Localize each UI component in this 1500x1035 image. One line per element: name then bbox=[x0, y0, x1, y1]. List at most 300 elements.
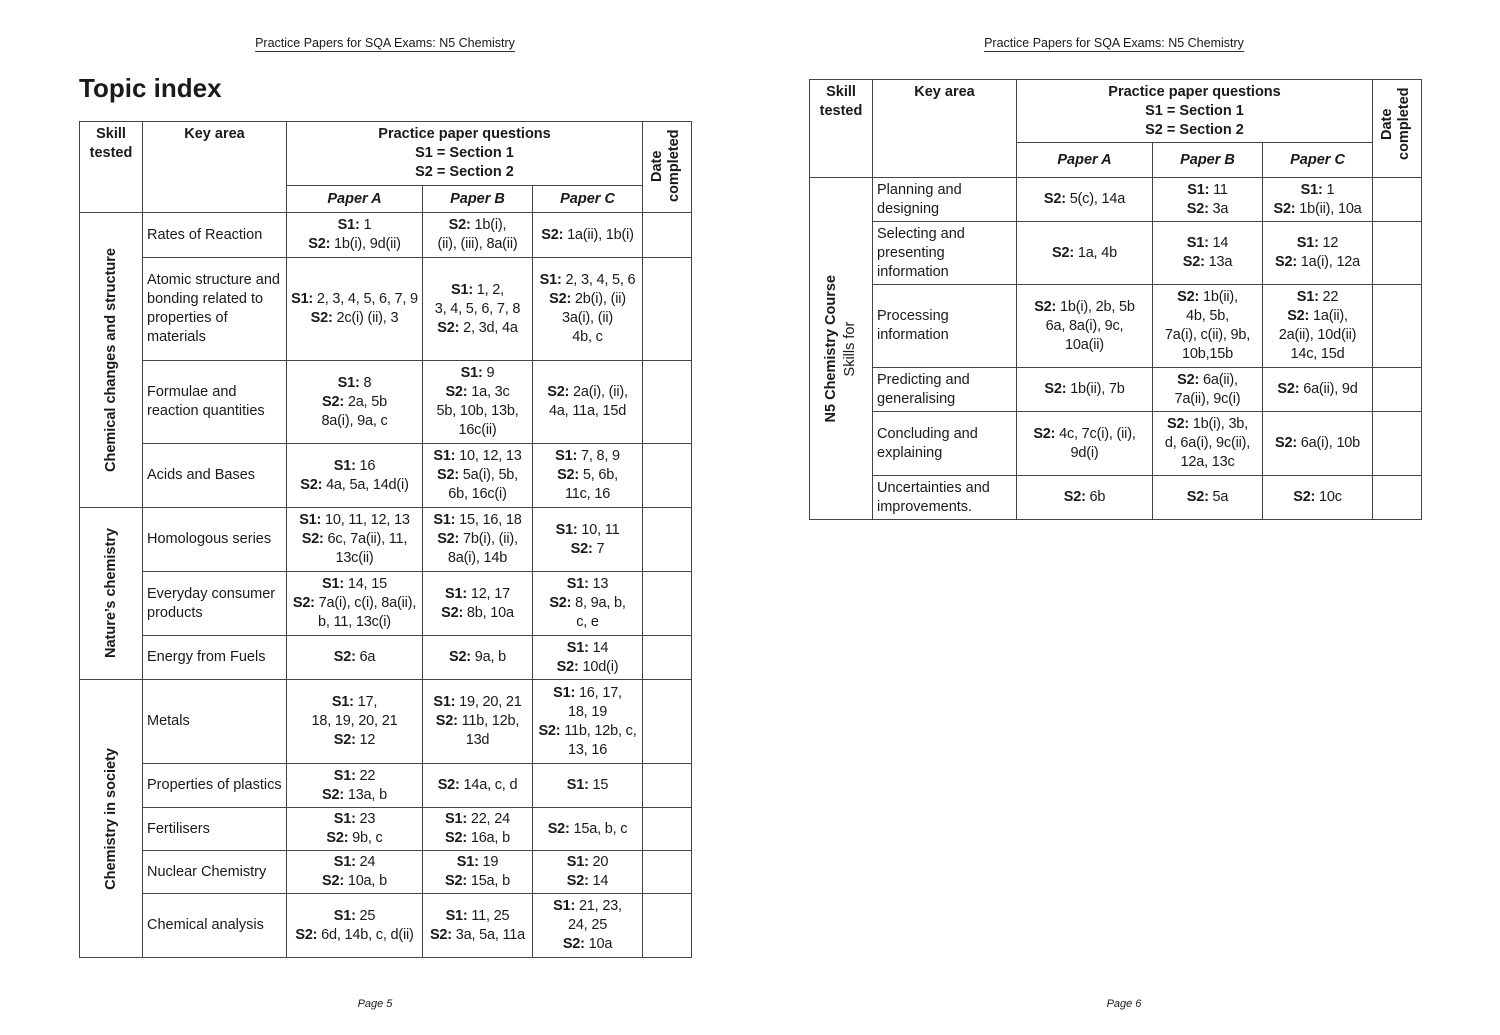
paper-b-questions bbox=[423, 851, 533, 894]
question-line: S2: 8b, 10a bbox=[441, 604, 514, 621]
paper-b-questions bbox=[423, 444, 533, 508]
question-line: S1: 22 bbox=[1296, 289, 1339, 305]
section-label: S1: bbox=[566, 777, 589, 793]
date-completed-cell[interactable] bbox=[643, 572, 692, 636]
skill-group-label bbox=[102, 528, 121, 658]
section-label: S2: bbox=[1063, 489, 1086, 505]
section-label: S2: bbox=[308, 236, 331, 252]
section-label: S1: bbox=[433, 448, 456, 464]
section-label: S2: bbox=[301, 531, 324, 547]
key-area-cell: Chemical analysis bbox=[143, 894, 287, 958]
skill-group-label bbox=[102, 748, 121, 890]
table-row bbox=[80, 361, 692, 444]
question-line: S1: 1 bbox=[337, 217, 372, 233]
question-line: S1: 13 bbox=[566, 576, 609, 592]
question-line: S1: 1, 2, bbox=[450, 281, 504, 298]
question-line: S2: 1b(i), 3b, bbox=[1166, 416, 1249, 432]
date-completed-cell[interactable] bbox=[1373, 285, 1422, 368]
question-line: S1: 12 bbox=[1296, 235, 1339, 251]
section-label: S2: bbox=[1274, 254, 1297, 270]
date-completed-cell[interactable] bbox=[643, 258, 692, 361]
question-line: 8a(i), 14b bbox=[447, 550, 508, 566]
section-label: S1: bbox=[445, 585, 467, 602]
section-label: S2: bbox=[557, 467, 580, 483]
paper-a-questions bbox=[287, 636, 423, 680]
paper-b-questions bbox=[423, 508, 533, 572]
key-area-cell: Planning and designing bbox=[873, 178, 1017, 222]
question-line: S1: 12, 17 bbox=[445, 585, 510, 602]
question-line: S2: 6a(ii), 9d bbox=[1277, 381, 1358, 397]
question-line: 5b, 10b, 13b, bbox=[436, 403, 519, 419]
section-label: S2: bbox=[310, 310, 333, 326]
table-row bbox=[80, 894, 692, 958]
section-label: S1: bbox=[445, 907, 468, 924]
key-area-cell: Energy from Fuels bbox=[143, 636, 287, 680]
date-completed-cell[interactable] bbox=[643, 851, 692, 894]
section-label: S2: bbox=[549, 291, 572, 307]
question-line: 11c, 16 bbox=[564, 486, 611, 502]
question-line: S2: 1a(ii), bbox=[1287, 308, 1348, 324]
question-line: S1: 15, 16, 18 bbox=[433, 512, 522, 528]
running-header: Practice Papers for SQA Exams: N5 Chemistry bbox=[255, 36, 515, 50]
question-line: S2: 10a bbox=[562, 936, 613, 952]
paper-b-questions bbox=[423, 361, 533, 444]
skill-group-title: N5 Chemistry Course bbox=[823, 274, 839, 423]
question-line: 4b, 5b, bbox=[1186, 308, 1229, 324]
question-line: 10b,15b bbox=[1181, 346, 1233, 362]
date-completed-cell[interactable] bbox=[643, 636, 692, 680]
question-line: S2: 5(c), 14a bbox=[1043, 191, 1126, 207]
date-completed-cell[interactable] bbox=[1373, 412, 1422, 476]
question-line: S2: 6b bbox=[1063, 489, 1106, 505]
question-line: 3, 4, 5, 6, 7, 8 bbox=[434, 300, 521, 317]
paper-a-header: Paper A bbox=[287, 186, 423, 213]
key-area-cell: Homologous series bbox=[143, 508, 287, 572]
table-row bbox=[810, 222, 1422, 285]
question-line: 4b, c bbox=[572, 329, 603, 345]
question-line: 24, 25 bbox=[567, 917, 608, 933]
paper-b-questions bbox=[423, 894, 533, 958]
question-line: c, e bbox=[576, 614, 599, 630]
key-area-cell: Selecting and presenting information bbox=[873, 222, 1017, 285]
section-label: S2: bbox=[549, 595, 572, 611]
section-label: S2: bbox=[333, 649, 356, 665]
paper-a-questions bbox=[287, 808, 423, 851]
key-area-cell: Acids and Bases bbox=[143, 444, 287, 508]
section-label: S2: bbox=[326, 830, 349, 846]
date-completed-cell[interactable] bbox=[643, 680, 692, 764]
section-label: S2: bbox=[436, 467, 459, 483]
paper-c-questions bbox=[533, 213, 643, 258]
question-line: b, 11, 13c(i) bbox=[318, 614, 391, 630]
date-completed-cell[interactable] bbox=[643, 894, 692, 958]
paper-c-questions bbox=[533, 508, 643, 572]
question-line: 10a(ii) bbox=[1065, 336, 1104, 353]
section-label: S2: bbox=[322, 786, 344, 803]
paper-a-questions bbox=[287, 572, 423, 636]
section-label: S2: bbox=[1273, 200, 1296, 217]
question-line: S1: 22 bbox=[333, 767, 376, 784]
paper-c-questions bbox=[533, 444, 643, 508]
table-row bbox=[80, 636, 692, 680]
paper-b-questions bbox=[423, 258, 533, 361]
skill-tested-header: Skill tested bbox=[80, 122, 143, 213]
paper-c-questions bbox=[1263, 178, 1373, 222]
paper-b-questions bbox=[1153, 222, 1263, 285]
section-label: S2: bbox=[437, 531, 460, 547]
section-label: S2: bbox=[1044, 381, 1067, 397]
header-row bbox=[80, 122, 692, 186]
key-area-cell: Formulae and reaction quantities bbox=[143, 361, 287, 444]
question-line: S2: 2b(i), (ii) bbox=[549, 291, 626, 307]
question-line: S1: 25 bbox=[333, 907, 376, 924]
date-completed-header bbox=[1373, 80, 1422, 178]
key-area-cell: Processing information bbox=[873, 285, 1017, 368]
section-label: S2: bbox=[562, 936, 585, 952]
question-line: S2: 1b(ii), 10a bbox=[1273, 200, 1362, 217]
table-row bbox=[810, 178, 1422, 222]
section-label: S1: bbox=[1296, 289, 1319, 305]
page-number: Page 5 bbox=[357, 998, 393, 1010]
skill-group-title: Chemical changes and structure bbox=[102, 247, 119, 472]
paper-c-questions bbox=[533, 764, 643, 808]
question-line: S2: 5a(i), 5b, bbox=[436, 467, 519, 483]
practice-header-line: Practice paper questions bbox=[378, 126, 551, 142]
question-line: 4a, 11a, 15d bbox=[548, 403, 627, 419]
paper-c-questions bbox=[533, 894, 643, 958]
question-line: 7a(i), c(ii), 9b, bbox=[1164, 327, 1251, 343]
section-label: S1: bbox=[1187, 181, 1210, 198]
question-line: S1: 24 bbox=[333, 854, 376, 870]
question-line: S1: 10, 12, 13 bbox=[433, 448, 522, 464]
paper-b-questions bbox=[423, 764, 533, 808]
section-label: S1: bbox=[555, 448, 578, 464]
paper-a-questions bbox=[287, 894, 423, 958]
paper-a-questions bbox=[287, 680, 423, 764]
section-label: S2: bbox=[445, 873, 467, 889]
section-label: S2: bbox=[547, 820, 570, 837]
section-label: S2: bbox=[429, 926, 452, 943]
section-label: S2: bbox=[556, 658, 579, 675]
question-line: S1: 23 bbox=[333, 811, 376, 827]
page-title: Topic index bbox=[79, 73, 222, 103]
question-line: 8a(i), 9a, c bbox=[321, 412, 388, 429]
question-line: S2: 2a, 5b bbox=[322, 393, 387, 410]
page-number: Page 6 bbox=[1106, 998, 1142, 1010]
question-line: S1: 19 bbox=[456, 854, 499, 870]
question-line: S2: 1a(i), 12a bbox=[1274, 254, 1361, 270]
key-area-cell: Atomic structure and bonding related to properties of materials bbox=[143, 258, 287, 361]
skill-group-title: Chemistry in society bbox=[102, 747, 119, 890]
table-row bbox=[80, 258, 692, 361]
paper-a-questions bbox=[287, 508, 423, 572]
key-area-cell: Properties of plastics bbox=[143, 764, 287, 808]
skill-group-cell bbox=[810, 178, 873, 520]
paper-c-questions bbox=[533, 808, 643, 851]
practice-header-line: S1 = Section 1 bbox=[415, 145, 514, 161]
table-row bbox=[80, 808, 692, 851]
paper-b-questions bbox=[423, 680, 533, 764]
question-line: S2: 7b(i), (ii), bbox=[437, 531, 518, 547]
question-line: S2: 10c bbox=[1293, 489, 1342, 505]
question-line: S2: 16a, b bbox=[445, 830, 510, 846]
skill-group-title: Nature’s chemistry bbox=[102, 528, 119, 659]
paper-a-questions bbox=[287, 764, 423, 808]
question-line: S1: 21, 23, bbox=[553, 898, 622, 914]
paper-a-questions bbox=[287, 361, 423, 444]
practice-paper-header bbox=[287, 122, 643, 186]
section-label: S1: bbox=[553, 898, 576, 914]
paper-b-header: Paper B bbox=[1153, 143, 1263, 178]
section-label: S1: bbox=[1300, 181, 1323, 198]
question-line: S2: 15a, b, c bbox=[547, 820, 628, 837]
skill-group-sublabel: Skills for bbox=[842, 321, 858, 376]
section-label: S1: bbox=[1296, 235, 1319, 251]
question-line: S1: 10, 11, 12, 13 bbox=[299, 512, 410, 528]
skill-group-cell bbox=[80, 680, 143, 958]
question-line: S1: 14 bbox=[566, 639, 609, 656]
date-completed-header bbox=[643, 122, 692, 213]
section-label: S1: bbox=[331, 694, 354, 710]
question-line: 13c(ii) bbox=[335, 550, 374, 566]
key-area-cell: Predicting and generalising bbox=[873, 368, 1017, 412]
question-line: 9d(i) bbox=[1070, 444, 1099, 461]
paper-a-questions bbox=[287, 213, 423, 258]
date-completed-cell[interactable] bbox=[1373, 178, 1422, 222]
section-label: S2: bbox=[1274, 435, 1297, 451]
section-label: S1: bbox=[555, 521, 578, 538]
question-line: S1: 16 bbox=[333, 457, 376, 474]
question-line: S2: 14a, c, d bbox=[437, 777, 518, 793]
section-label: S2: bbox=[322, 393, 344, 410]
section-label: S2: bbox=[1293, 489, 1316, 505]
question-line: S1: 14, 15 bbox=[322, 576, 387, 592]
table-row bbox=[810, 476, 1422, 520]
question-line: 2a(ii), 10d(ii) bbox=[1278, 327, 1357, 343]
practice-paper-header bbox=[1017, 80, 1373, 143]
question-line: S2: 6a bbox=[333, 649, 376, 665]
table-row bbox=[80, 508, 692, 572]
section-label: S2: bbox=[1287, 308, 1310, 324]
section-label: S2: bbox=[295, 926, 318, 943]
question-line: S2: 6c, 7a(ii), 11, bbox=[301, 531, 408, 547]
table-row bbox=[80, 680, 692, 764]
question-line: S2: 5, 6b, bbox=[557, 467, 618, 483]
skill-group-label bbox=[822, 275, 860, 422]
section-label: S1: bbox=[333, 854, 356, 870]
section-label: S2: bbox=[547, 384, 570, 400]
question-line: S2: 8, 9a, b, bbox=[549, 595, 626, 611]
table-row bbox=[80, 213, 692, 258]
paper-c-questions bbox=[1263, 476, 1373, 520]
skill-tested-header: Skill tested bbox=[810, 80, 873, 178]
running-header: Practice Papers for SQA Exams: N5 Chemistry bbox=[984, 36, 1244, 50]
topic-index-table bbox=[79, 121, 692, 958]
section-label: S2: bbox=[1277, 381, 1300, 397]
question-line: 13d bbox=[465, 732, 490, 748]
section-label: S1: bbox=[445, 811, 467, 827]
paper-c-header: Paper C bbox=[533, 186, 643, 213]
question-line: 13, 16 bbox=[567, 741, 608, 758]
question-line: S2: 4c, 7c(i), (ii), bbox=[1033, 425, 1136, 442]
date-completed-cell[interactable] bbox=[643, 213, 692, 258]
skill-group-cell bbox=[80, 508, 143, 680]
section-label: S1: bbox=[566, 639, 589, 656]
question-line: 3a(i), (ii) bbox=[562, 310, 613, 326]
section-label: S1: bbox=[456, 854, 479, 870]
section-label: S1: bbox=[333, 457, 356, 474]
section-label: S1: bbox=[539, 272, 562, 288]
section-label: S2: bbox=[538, 722, 561, 739]
section-label: S1: bbox=[450, 281, 473, 298]
section-label: S1: bbox=[566, 854, 589, 870]
paper-a-questions bbox=[287, 258, 423, 361]
date-completed-cell[interactable] bbox=[643, 444, 692, 508]
section-label: S1: bbox=[299, 512, 322, 528]
date-completed-cell[interactable] bbox=[1373, 368, 1422, 412]
section-label: S2: bbox=[441, 604, 464, 621]
question-line: S1: 7, 8, 9 bbox=[555, 448, 620, 464]
question-line: S2: 2, 3d, 4a bbox=[437, 319, 518, 336]
question-line: 18, 19, 20, 21 bbox=[311, 713, 398, 729]
section-label: S2: bbox=[1052, 244, 1074, 261]
section-label: S2: bbox=[1186, 200, 1209, 217]
question-line: S2: 13a bbox=[1182, 254, 1233, 270]
paper-b-questions bbox=[1153, 412, 1263, 476]
question-line: S2: 1a, 4b bbox=[1052, 244, 1117, 261]
paper-a-questions bbox=[1017, 285, 1153, 368]
date-completed-cell[interactable] bbox=[1373, 476, 1422, 520]
paper-b-questions bbox=[423, 636, 533, 680]
question-line: S1: 11, 25 bbox=[445, 907, 510, 924]
section-label: S2: bbox=[1033, 425, 1056, 442]
question-line: S2: 14 bbox=[566, 873, 609, 889]
question-line: 14c, 15d bbox=[1290, 346, 1345, 362]
paper-c-questions bbox=[533, 361, 643, 444]
paper-a-questions bbox=[1017, 368, 1153, 412]
paper-b-questions bbox=[423, 572, 533, 636]
key-area-cell: Everyday consumer products bbox=[143, 572, 287, 636]
key-area-header: Key area bbox=[143, 122, 287, 213]
key-area-cell: Uncertainties and improvements. bbox=[873, 476, 1017, 520]
question-line: S2: 5a bbox=[1186, 489, 1229, 505]
section-label: S1: bbox=[337, 374, 360, 391]
question-line: S2: 1b(i), 9d(ii) bbox=[308, 236, 401, 252]
question-line: S1: 20 bbox=[566, 854, 609, 870]
question-line: S2: 1a, 3c bbox=[445, 384, 510, 400]
question-line: S2: 7a(i), c(i), 8a(ii), bbox=[292, 595, 417, 611]
practice-header-line: S2 = Section 2 bbox=[1145, 122, 1244, 138]
question-line: S1: 16, 17, bbox=[553, 684, 622, 701]
question-line: S2: 9a, b bbox=[448, 649, 507, 665]
question-line: S1: 8 bbox=[337, 374, 372, 391]
date-completed-cell[interactable] bbox=[643, 764, 692, 808]
question-line: S1: 9 bbox=[460, 365, 495, 381]
question-line: 6a, 8a(i), 9c, bbox=[1045, 317, 1124, 334]
question-line: S2: 11b, 12b, c, bbox=[538, 722, 637, 739]
practice-header-line: S1 = Section 1 bbox=[1145, 103, 1244, 119]
table-row bbox=[810, 368, 1422, 412]
question-line: S1: 10, 11 bbox=[555, 521, 620, 538]
section-label: S1: bbox=[566, 576, 589, 592]
question-line: 7a(ii), 9c(i) bbox=[1174, 390, 1241, 407]
paper-a-questions bbox=[1017, 412, 1153, 476]
practice-header-line: Practice paper questions bbox=[1108, 84, 1281, 100]
paper-c-questions bbox=[533, 258, 643, 361]
paper-c-questions bbox=[533, 851, 643, 894]
section-label: S2: bbox=[566, 873, 589, 889]
question-line: S2: 1b(i), 2b, 5b bbox=[1034, 298, 1135, 315]
question-line: S2: 10d(i) bbox=[556, 658, 619, 675]
table-row bbox=[810, 285, 1422, 368]
question-line: 12a, 13c bbox=[1180, 454, 1235, 470]
paper-b-questions bbox=[1153, 178, 1263, 222]
date-completed-cell[interactable] bbox=[1373, 222, 1422, 285]
question-line: S1: 1 bbox=[1300, 181, 1335, 198]
section-label: S2: bbox=[1177, 371, 1200, 388]
key-area-cell: Fertilisers bbox=[143, 808, 287, 851]
section-label: S2: bbox=[445, 384, 468, 400]
date-completed-label: Date completed bbox=[1379, 87, 1413, 161]
question-line: (ii), (iii), 8a(ii) bbox=[437, 236, 518, 252]
question-line: S2: 4a, 5a, 14d(i) bbox=[300, 476, 409, 493]
question-line: S2: 6a(i), 10b bbox=[1274, 435, 1361, 451]
question-line: S1: 17, bbox=[331, 694, 378, 710]
question-line: S1: 2, 3, 4, 5, 6 bbox=[539, 272, 636, 288]
paper-a-questions bbox=[287, 444, 423, 508]
key-area-cell: Metals bbox=[143, 680, 287, 764]
section-label: S2: bbox=[445, 830, 467, 846]
question-line: S2: 7 bbox=[570, 540, 605, 557]
date-completed-cell[interactable] bbox=[643, 361, 692, 444]
table-row bbox=[80, 851, 692, 894]
key-area-cell: Rates of Reaction bbox=[143, 213, 287, 258]
key-area-cell: Nuclear Chemistry bbox=[143, 851, 287, 894]
date-completed-cell[interactable] bbox=[643, 808, 692, 851]
question-line: S2: 11b, 12b, bbox=[435, 713, 520, 729]
section-label: S2: bbox=[437, 319, 460, 336]
paper-b-questions bbox=[1153, 368, 1263, 412]
date-completed-cell[interactable] bbox=[643, 508, 692, 572]
question-line: S2: 1a(ii), 1b(i) bbox=[541, 226, 634, 243]
question-line: 18, 19 bbox=[567, 703, 608, 720]
question-line: S2: 1b(i), bbox=[448, 217, 507, 233]
section-label: S1: bbox=[333, 767, 356, 784]
question-line: S2: 1b(ii), 7b bbox=[1044, 381, 1125, 397]
question-line: S1: 19, 20, 21 bbox=[433, 694, 522, 710]
table-row bbox=[80, 764, 692, 808]
section-label: S2: bbox=[1034, 298, 1057, 315]
section-label: S2: bbox=[437, 777, 460, 793]
section-label: S2: bbox=[570, 540, 593, 557]
paper-a-questions bbox=[1017, 222, 1153, 285]
section-label: S2: bbox=[322, 873, 344, 889]
section-label: S2: bbox=[292, 595, 315, 611]
question-line: S1: 22, 24 bbox=[445, 811, 510, 827]
section-label: S2: bbox=[333, 732, 356, 748]
section-label: S1: bbox=[460, 365, 483, 381]
paper-a-header: Paper A bbox=[1017, 143, 1153, 178]
paper-b-questions bbox=[1153, 285, 1263, 368]
table-row bbox=[80, 444, 692, 508]
section-label: S1: bbox=[553, 684, 576, 701]
section-label: S1: bbox=[291, 291, 314, 307]
skill-group-label bbox=[102, 248, 121, 472]
paper-c-questions bbox=[1263, 285, 1373, 368]
section-label: S2: bbox=[448, 217, 471, 233]
table-row bbox=[810, 412, 1422, 476]
question-line: S1: 2, 3, 4, 5, 6, 7, 9 bbox=[291, 291, 418, 307]
